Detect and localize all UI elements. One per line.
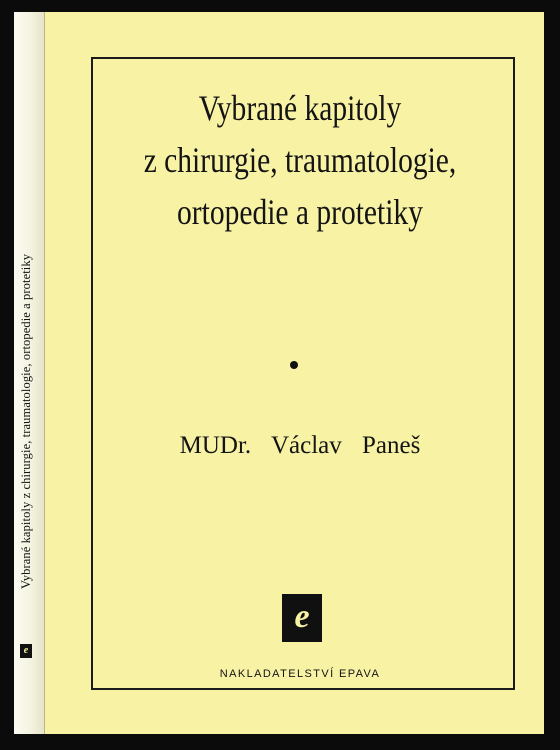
publisher-name: NAKLADATELSTVÍ EPAVA — [219, 668, 381, 680]
book-title — [136, 82, 464, 238]
bullet-dot — [290, 361, 298, 369]
spine-title-text: Vybrané kapitoly z chirurgie, traumatologie, ortopedie a protetiky — [19, 253, 33, 589]
title-line-2: z chirurgie, traumatologie, — [143, 140, 457, 180]
author-name: MUDr. Václav Paneš — [179, 432, 421, 459]
title-line-3: ortopedie a protetiky — [177, 192, 423, 232]
publisher-logo-icon: e — [282, 594, 322, 642]
title-line-1: Vybrané kapitoly — [198, 88, 402, 128]
spine-publisher-logo: e — [20, 644, 32, 658]
